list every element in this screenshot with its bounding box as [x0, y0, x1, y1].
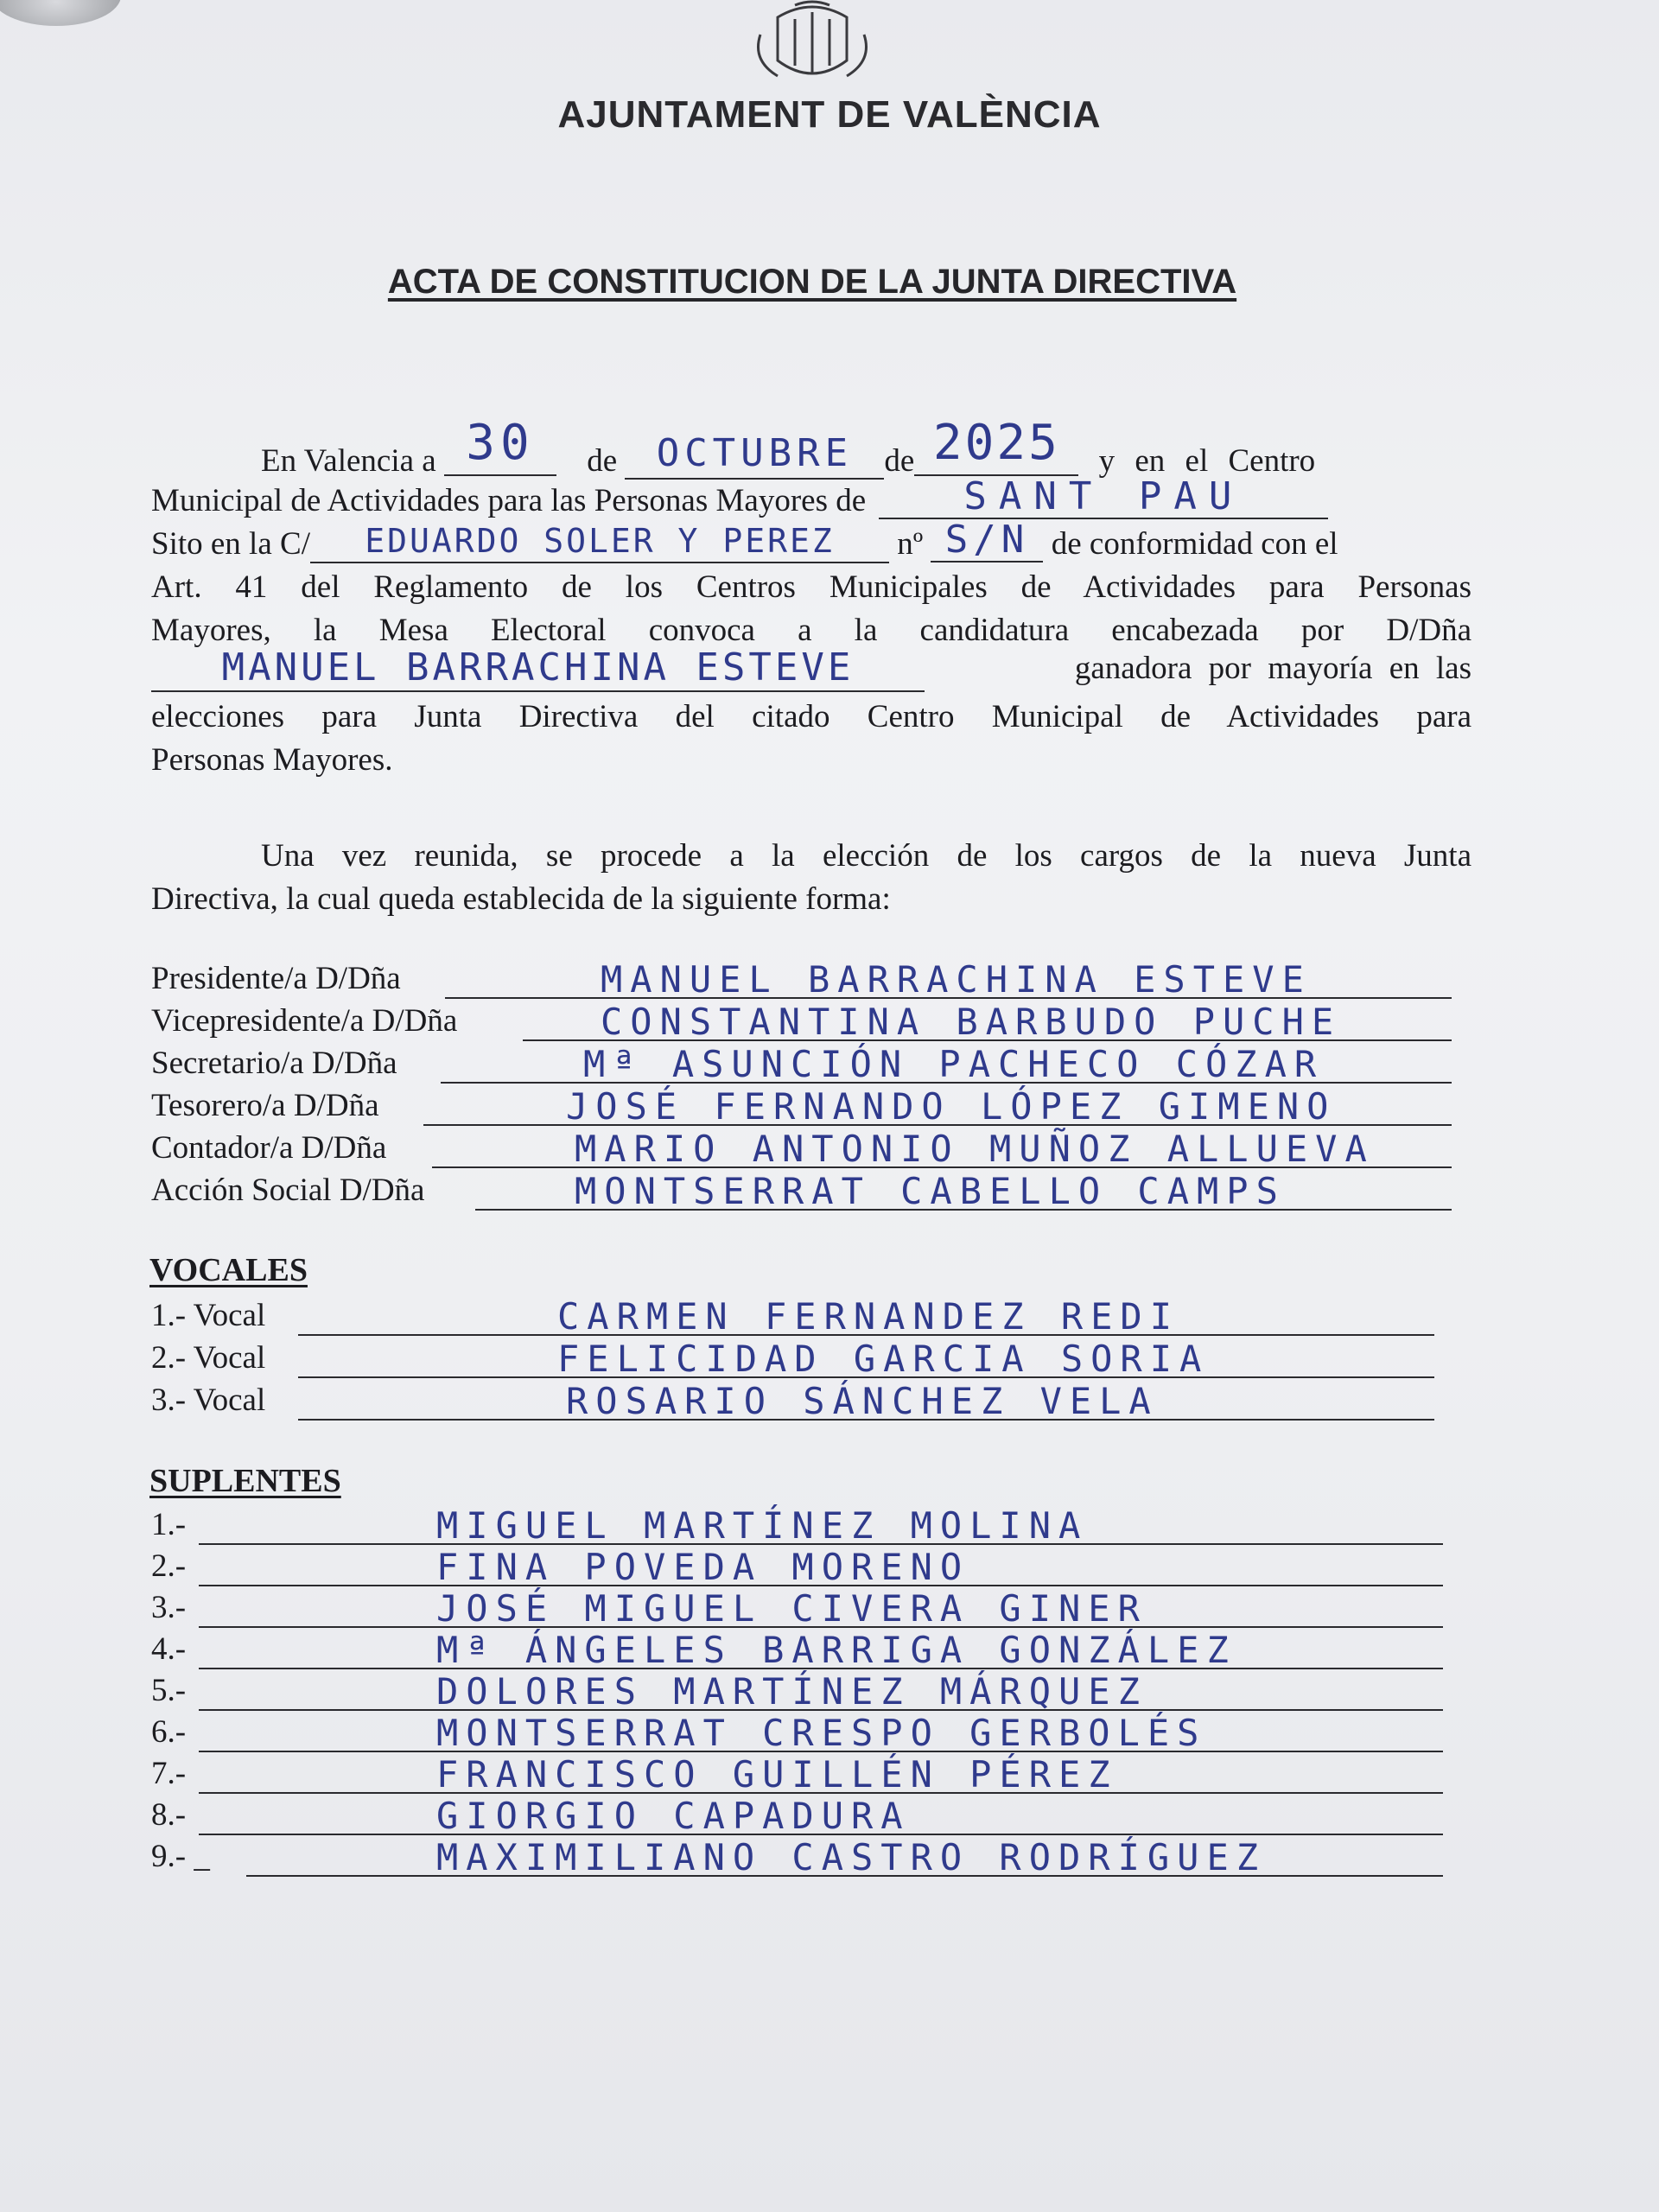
- suplente-row: [151, 1505, 1443, 1547]
- handwritten-street: EDUARDO SOLER Y PEREZ: [365, 522, 835, 560]
- suplente-name: DOLORES MARTÍNEZ MÁRQUEZ: [436, 1670, 1147, 1713]
- handwritten-month: OCTUBRE: [656, 431, 854, 475]
- suplente-label: 1.-: [151, 1507, 187, 1542]
- suplente-name: JOSÉ MIGUEL CIVERA GINER: [436, 1587, 1147, 1630]
- election-paragraph: [151, 835, 1471, 921]
- document-title: ACTA DE CONSTITUCION DE LA JUNTA DIRECTIVA: [387, 263, 1237, 301]
- intro-line-1: [151, 415, 1471, 480]
- board-role-row: [151, 1001, 1452, 1043]
- vocal-label: 3.- Vocal: [151, 1382, 266, 1418]
- board-role-label: Vicepresidente/a D/Dña: [151, 1003, 458, 1039]
- intro-text: Municipal de Actividades para las Personas Mayores de: [151, 483, 867, 518]
- handwritten-number: S/N: [944, 518, 1030, 562]
- suplente-name: MONTSERRAT CRESPO GERBOLÉS: [436, 1712, 1207, 1754]
- vocal-row: [151, 1296, 1434, 1338]
- intro-line-6: [151, 645, 1471, 696]
- suplente-row: [151, 1796, 1443, 1837]
- vocal-name: ROSARIO SÁNCHEZ VELA: [566, 1380, 1159, 1422]
- centre-field: [879, 474, 1328, 519]
- suplente-label: 7.-: [151, 1756, 187, 1791]
- suplente-label: 4.-: [151, 1631, 187, 1667]
- intro-line-5: Mayores, la Mesa Electoral convoca a la candidatura encabezada por D/Dña: [151, 613, 1471, 648]
- board-role-label: Contador/a D/Dña: [151, 1130, 387, 1166]
- vocal-name: CARMEN FERNANDEZ REDI: [557, 1295, 1180, 1338]
- suplente-name: FRANCISCO GUILLÉN PÉREZ: [436, 1753, 1118, 1796]
- vocal-name: FELICIDAD GARCIA SORIA: [557, 1338, 1210, 1380]
- suplente-label: 3.-: [151, 1590, 187, 1625]
- organization-name: AJUNTAMENT DE VALÈNCIA: [557, 93, 1102, 136]
- intro-line-7: elecciones para Junta Directiva del citado Centro Municipal de Actividades para: [151, 699, 1471, 734]
- suplente-label: 6.-: [151, 1714, 187, 1750]
- intro-line-4: Art. 41 del Reglamento de los Centros Municipales de Actividades para Personas: [151, 569, 1471, 605]
- suplente-label: 5.-: [151, 1673, 187, 1708]
- number-field: [931, 518, 1043, 563]
- suplente-name: MAXIMILIANO CASTRO RODRÍGUEZ: [436, 1836, 1267, 1878]
- board-role-name: MONTSERRAT CABELLO CAMPS: [575, 1170, 1286, 1212]
- board-role-row: [151, 959, 1452, 1001]
- board-role-row: [151, 1086, 1452, 1128]
- suplente-row: [151, 1630, 1443, 1671]
- board-role-label: Secretario/a D/Dña: [151, 1046, 397, 1081]
- election-line-2: Directiva, la cual queda establecida de la siguiente forma:: [151, 881, 891, 917]
- suplente-row: [151, 1671, 1443, 1713]
- handwritten-candidate: MANUEL BARRACHINA ESTEVE: [221, 645, 855, 690]
- intro-text: Sito en la C/: [151, 526, 310, 562]
- board-role-name: JOSÉ FERNANDO LÓPEZ GIMENO: [566, 1085, 1337, 1128]
- suplente-row: [151, 1713, 1443, 1754]
- suplente-label: 9.- _: [151, 1839, 210, 1874]
- punch-hole: [0, 0, 121, 26]
- handwritten-centre: SANT PAU: [963, 474, 1244, 518]
- intro-text: de: [884, 443, 915, 479]
- vocal-row: [151, 1338, 1434, 1380]
- board-role-label: Acción Social D/Dña: [151, 1173, 425, 1208]
- year-field: [914, 415, 1078, 476]
- suplente-row: [151, 1588, 1443, 1630]
- suplente-row: [151, 1837, 1443, 1878]
- intro-text: ganadora por mayoría en las: [1074, 651, 1471, 686]
- board-role-name: MANUEL BARRACHINA ESTEVE: [601, 958, 1312, 1001]
- suplente-name: Mª ÁNGELES BARRIGA GONZÁLEZ: [436, 1629, 1236, 1671]
- handwritten-year: 2025: [932, 415, 1060, 471]
- vocal-label: 1.- Vocal: [151, 1298, 266, 1333]
- intro-line-3: [151, 518, 1471, 566]
- intro-line-2: [151, 474, 1471, 523]
- board-role-name: Mª ASUNCIÓN PACHECO CÓZAR: [583, 1043, 1325, 1085]
- intro-text: de: [587, 443, 618, 479]
- intro-line-8: Personas Mayores.: [151, 742, 393, 778]
- suplente-name: FINA POVEDA MORENO: [436, 1546, 970, 1588]
- intro-text: nº: [897, 526, 924, 562]
- board-role-label: Presidente/a D/Dña: [151, 961, 401, 996]
- board-role-name: MARIO ANTONIO MUÑOZ ALLUEVA: [575, 1128, 1375, 1170]
- suplente-label: 2.-: [151, 1548, 187, 1584]
- vocales-heading: VOCALES: [149, 1252, 308, 1288]
- board-role-row: [151, 1171, 1452, 1212]
- city-crest-logo: [743, 0, 881, 91]
- board-role-label: Tesorero/a D/Dña: [151, 1088, 379, 1123]
- intro-text: de conformidad con el: [1051, 526, 1338, 562]
- intro-paragraph: [151, 415, 1471, 782]
- suplente-row: [151, 1547, 1443, 1588]
- vocal-row: [151, 1381, 1434, 1422]
- suplentes-heading: SUPLENTES: [149, 1463, 341, 1499]
- street-field: [310, 524, 889, 563]
- handwritten-day: 30: [466, 415, 535, 471]
- intro-text: En Valencia a: [261, 443, 436, 479]
- board-role-name: CONSTANTINA BARBUDO PUCHE: [601, 1001, 1342, 1043]
- month-field: [625, 431, 884, 480]
- suplente-label: 8.-: [151, 1797, 187, 1833]
- suplente-row: [151, 1754, 1443, 1796]
- vocal-label: 2.- Vocal: [151, 1340, 266, 1376]
- day-field: [444, 415, 556, 476]
- suplente-name: MIGUEL MARTÍNEZ MOLINA: [436, 1504, 1089, 1547]
- election-line-1: Una vez reunida, se procede a la elección de los cargos de la nueva Junta: [261, 838, 1471, 874]
- candidate-field: [151, 645, 925, 692]
- suplente-name: GIORGIO CAPADURA: [436, 1795, 911, 1837]
- intro-text: y en el Centro: [1098, 443, 1316, 479]
- board-role-row: [151, 1044, 1452, 1085]
- board-role-row: [151, 1128, 1452, 1170]
